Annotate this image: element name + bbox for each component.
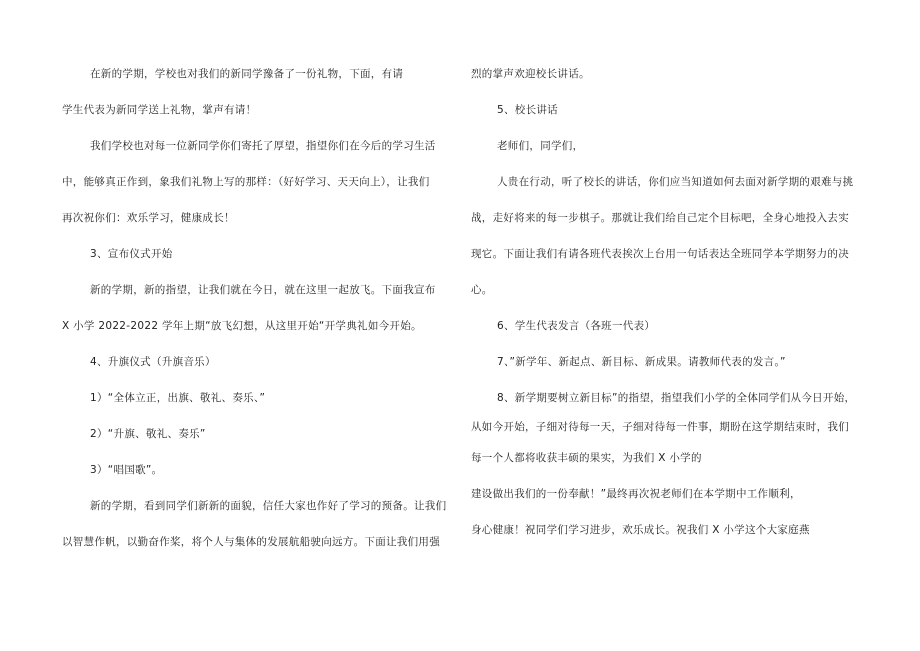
left-item-2: 2）“升旗、敬礼、奏乐” — [90, 428, 206, 440]
right-line-7: 心。 — [471, 284, 493, 296]
right-line-1: 烈的掌声欢迎校长讲话。 — [471, 68, 590, 80]
right-heading-5: 5、校长讲话 — [497, 104, 558, 116]
left-item-3: 3）“唱国歌”。 — [90, 464, 163, 476]
left-item-1: 1）“全体立正，出旗、敬礼、奏乐、” — [90, 392, 266, 404]
right-heading-8: 8、新学期要树立新目标”的指望，指望我们小学的全体同学们从今日开始， — [497, 392, 856, 404]
right-line-13: 建设做出我们的一份奉献！”最终再次祝老师们在本学期中工作顺利， — [471, 488, 801, 500]
left-heading-3: 3、宣布仪式开始 — [90, 248, 173, 260]
right-line-6: 现它。下面让我们有请各班代表挨次上台用一句话表达全班同学本学期努力的决 — [471, 248, 849, 260]
left-line-5: 再次祝你们：欢乐学习，健康成长！ — [62, 212, 235, 224]
right-heading-7: 7、”新学年、新起点、新目标、新成果。请教师代表的发言。” — [497, 356, 786, 368]
left-heading-4: 4、升旗仪式（升旗音乐） — [90, 356, 216, 368]
left-line-2: 学生代表为新同学送上礼物，掌声有请！ — [62, 104, 257, 116]
right-line-4: 人贵在行动，听了校长的讲话，你们应当知道如何去面对新学期的艰难与挑 — [497, 176, 854, 188]
right-heading-6: 6、学生代表发言（各班一代表） — [497, 320, 656, 332]
right-line-14: 身心健康！祝同学们学习进步，欢乐成长。祝我们 X 小学这个大家庭燕 — [471, 524, 810, 536]
right-line-11: 从如今开始，子细对待每一天，子细对待每一件事，期盼在这学期结束时，我们 — [471, 421, 849, 433]
right-line-12: 每一个人都将收获丰硕的果实，为我们 X 小学的 — [471, 452, 702, 464]
left-line-4: 中，能够真正作到，象我们礼物上写的那样：（好好学习、天天向上），让我们 — [62, 176, 430, 188]
right-line-3: 老师们，同学们， — [497, 140, 584, 152]
right-line-5: 战，走好将来的每一步棋子。那就让我们给自己定个目标吧，全身心地投入去实 — [471, 212, 849, 224]
left-line-13: 新的学期，看到同学们新新的面貌，信任大家也作好了学习的预备。让我们 — [90, 500, 447, 512]
left-line-8: X 小学 2022-2022 学年上期“放飞幻想，从这里开始“开学典礼如今开始。 — [62, 320, 422, 332]
left-line-14: 以智慧作帆，以勤奋作桨，将个人与集体的发展航船驶向远方。下面让我们用强 — [62, 536, 440, 548]
left-line-1: 在新的学期，学校也对我们的新同学豫备了一份礼物，下面，有请 — [90, 68, 404, 80]
left-line-7: 新的学期，新的指望，让我们就在今日，就在这里一起放飞。下面我宣布 — [90, 284, 436, 296]
left-line-3: 我们学校也对每一位新同学你们寄托了厚望，指望你们在今后的学习生活 — [90, 140, 436, 152]
